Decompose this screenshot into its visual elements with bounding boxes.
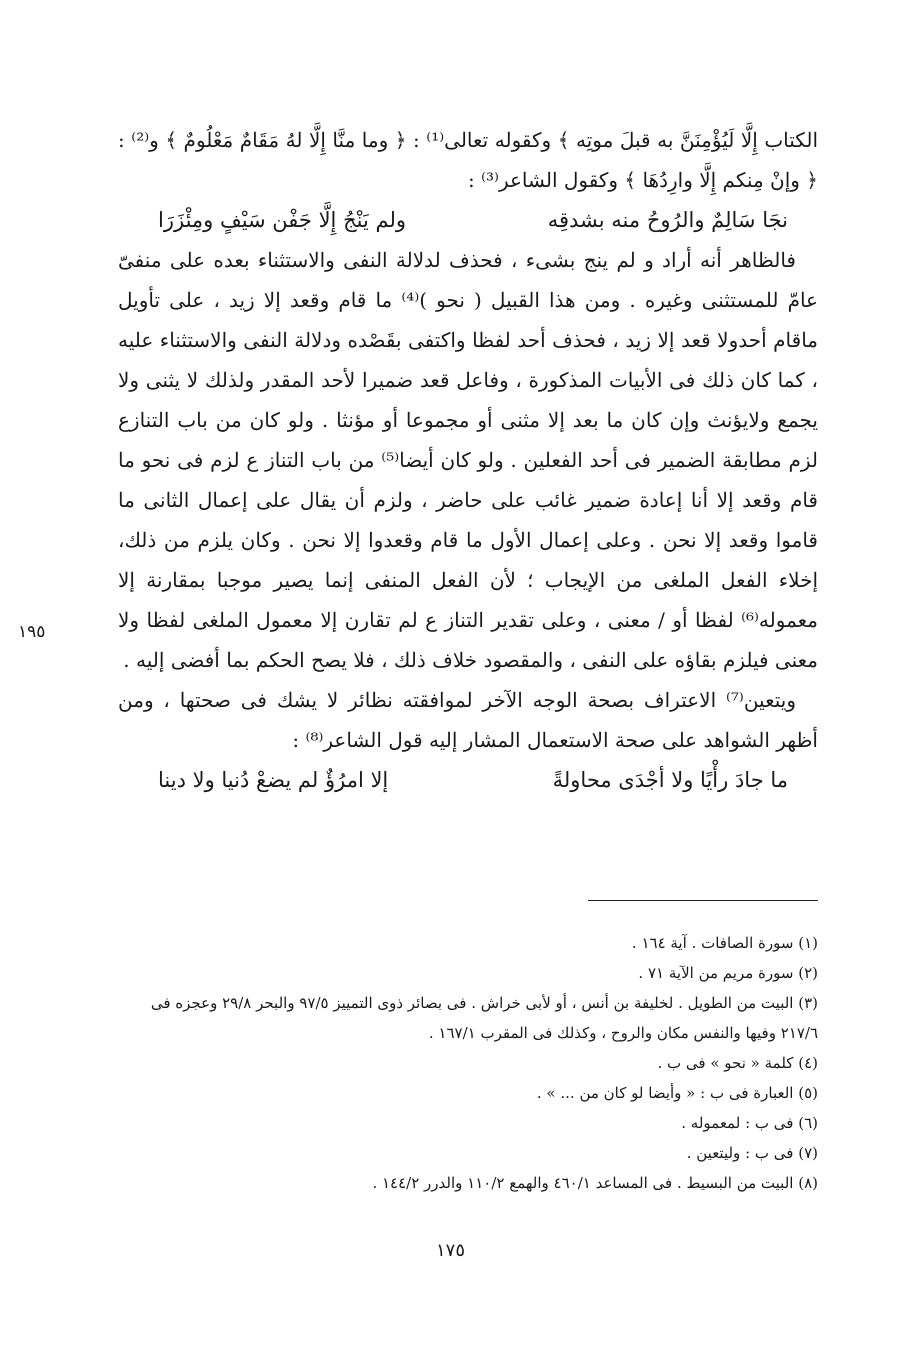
page-number: ١٧٥ xyxy=(436,1240,466,1261)
footnote-6: (٦) فى ب : لمعموله . xyxy=(681,1114,818,1132)
footnotes xyxy=(118,928,818,1198)
verse-2 xyxy=(118,760,818,800)
footnote-2: (٢) سورة مريم من الآية ٧١ . xyxy=(638,964,818,982)
verse-2-first-hemistich: ما جادَ رأْيًا ولا أجْدَى محاولةً xyxy=(552,768,788,792)
verse-2-second-hemistich: إلا امرُؤٌ لم يضعْ دُنيا ولا دينا xyxy=(158,768,389,792)
verse-1-first-hemistich: نجَا سَالِمٌ والرُوحُ منه بشدقِه xyxy=(547,208,788,232)
footnote-separator xyxy=(588,900,818,901)
main-text xyxy=(118,120,818,800)
footnote-3: (٣) البيت من الطويل . لخليفة بن أنس ، أو لأبى خراش . فى بصائر ذوى التمييز ٩٧/٥ والبحر ٢٩/٨ وعجزه فى ٢١٧/٦ وفيها والنفس مكان والروح ، وكذلك فى المقرب ١٦٧/١ . xyxy=(150,994,818,1042)
paragraph-3: ويتعين⁽⁷⁾ الاعتراف بصحة الوجه الآخر لموافقته نظائر لا يشك فى صحتها ، ومن أظهر الشواهد على صحة الاستعمال المشار إليه قول الشاعر⁽⁸⁾ : xyxy=(118,688,818,752)
footnote-7: (٧) فى ب : وليتعين . xyxy=(686,1144,818,1162)
paragraph-1: الكتاب إِلَّا لَيُؤْمِنَنَّ به قبلَ موتِه ﴾ وكقوله تعالى⁽¹⁾ : ﴿ وما منَّا إِلَّا لهُ مَقَامٌ مَعْلُومٌ ﴾ و⁽²⁾ : ﴿ وإنْ مِنكم إِلَّا وارِدُهَا ﴾ وكقول الشاعر⁽³⁾ : xyxy=(118,128,819,192)
footnote-4: (٤) كلمة « نحو » فى ب . xyxy=(657,1054,818,1072)
footnote-5: (٥) العبارة فى ب : « وأيضا لو كان من ... » . xyxy=(536,1084,818,1102)
manuscript-folio-number: ١٩٥ xyxy=(18,622,46,642)
verse-1-second-hemistich: ولم يَنْجُ إِلَّا جَفْن سَيْفٍ ومِئْزَرَا xyxy=(158,208,406,232)
footnote-8: (٨) البيت من البسيط . فى المساعد ٤٦٠/١ والهمع ١١٠/٢ والدرر ١٤٤/٢ . xyxy=(372,1174,818,1192)
footnote-1: (١) سورة الصافات . آية ١٦٤ . xyxy=(631,934,818,952)
paragraph-2: فالظاهر أنه أراد و لم ينج بشىء ، فحذف لدلالة النفى والاستثناء بعده على منفىّ عامّ للمستثنى وغيره . ومن هذا القبيل ( نحو )⁽⁴⁾ ما قام وقعد إلا زيد ، على تأويل ماقام أحدولا قعد إلا زيد ، فحذف أحد لفظا واكتفى بقَصْده ودلالة النفى والاستثناء عليه ، كما كان ذلك فى الأبيات المذكورة ، وفاعل قعد ضميرا لأحد المقدر ولذلك لا يثنى ولا يجمع ولايؤنث وإن كان ما بعد إلا مثنى أو مجموعا أو مؤنثا . ولو كان من باب التنازع لزم مطابقة الضمير فى أحد الفعلين . ولو كان أيضا⁽⁵⁾ من باب التناز ع لزم فى نحو ما قام وقعد إلا أنا إعادة ضمير غائب على حاضر ، ولزم أن يقال على إعمال الثانى ما قاموا وقعد إلا نحن . وعلى إعمال الأول ما قام وقعدوا إلا نحن . وكان يلزم من ذلك، إخلاء الفعل الملغى من الإيجاب ؛ لأن الفعل المنفى إنما يصير موجبا بمقارنة إلا معموله⁽⁶⁾ لفظا أو / معنى ، وعلى تقدير التناز ع لم تقارن إلا معمول الملغى لفظا ولا معنى فيلزم بقاؤه على النفى ، والمقصود خلاف ذلك ، فلا يصح الحكم بما أفضى إليه . xyxy=(118,248,819,672)
verse-1 xyxy=(118,200,818,240)
